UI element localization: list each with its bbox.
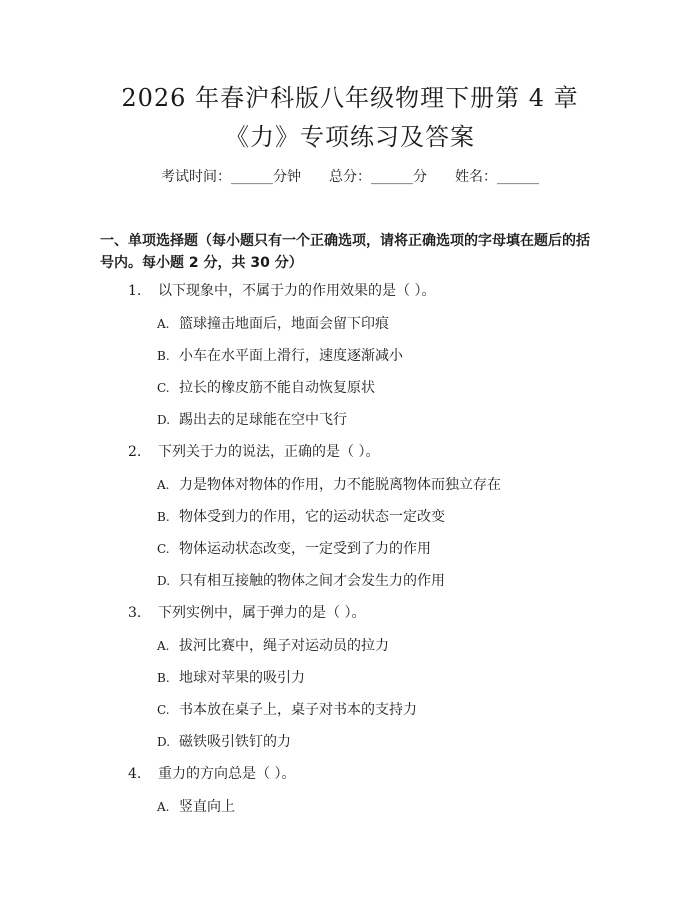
option-letter: B. — [157, 349, 170, 363]
question-number: 1. — [128, 283, 142, 299]
question-number: 4. — [128, 766, 142, 782]
section-heading-single-choice: 一、单项选择题（每小题只有一个正确选项，请将正确选项的字母填在题后的括号内。每小题 2 分，共 30 分） — [100, 233, 590, 271]
option-text: 磁铁吸引铁钉的力 — [179, 734, 291, 750]
document-title-line-1: 2026 年春沪科版八年级物理下册第 4 章 — [121, 84, 579, 112]
question-number: 3. — [128, 605, 142, 621]
question-3-option-b — [157, 668, 305, 688]
option-letter: C. — [157, 542, 170, 556]
option-letter: C. — [157, 381, 170, 395]
option-letter: A. — [157, 317, 170, 331]
option-text: 物体受到力的作用，它的运动状态一定改变 — [179, 509, 445, 525]
question-1-option-d — [157, 410, 347, 430]
question-4-option-a — [157, 797, 235, 817]
question-text: 重力的方向总是（ ）。 — [158, 766, 296, 782]
question-3-option-a — [157, 636, 389, 656]
option-letter: D. — [157, 735, 171, 749]
option-letter: A. — [157, 639, 170, 653]
exam-info — [0, 167, 700, 187]
option-text: 物体运动状态改变，一定受到了力的作用 — [179, 541, 431, 557]
option-text: 篮球撞击地面后，地面会留下印痕 — [179, 316, 389, 332]
option-letter: C. — [157, 703, 170, 717]
question-1-option-c — [157, 378, 375, 398]
question-2 — [128, 442, 379, 462]
option-text: 小车在水平面上滑行，速度逐渐减小 — [179, 348, 403, 364]
question-4 — [128, 764, 295, 784]
question-1 — [128, 281, 435, 301]
option-letter: D. — [157, 413, 171, 427]
option-text: 力是物体对物体的作用，力不能脱离物体而独立存在 — [179, 477, 501, 493]
question-number: 2. — [128, 444, 142, 460]
document-title-line-2: 《力》专项练习及答案 — [225, 123, 475, 151]
question-2-option-b — [157, 507, 445, 527]
question-1-option-b — [157, 346, 403, 366]
option-letter: A. — [157, 800, 170, 814]
option-text: 踢出去的足球能在空中飞行 — [179, 412, 347, 428]
option-letter: B. — [157, 510, 170, 524]
question-text: 下列关于力的说法，正确的是（ ）。 — [158, 444, 380, 460]
exam-name: 姓名：______ — [455, 169, 539, 185]
question-text: 下列实例中，属于弹力的是（ ）。 — [158, 605, 366, 621]
option-text: 拔河比赛中，绳子对运动员的拉力 — [179, 638, 389, 654]
option-text: 书本放在桌子上，桌子对书本的支持力 — [179, 702, 417, 718]
question-1-option-a — [157, 314, 389, 334]
question-2-option-c — [157, 539, 431, 559]
question-3-option-d — [157, 732, 291, 752]
option-text: 地球对苹果的吸引力 — [179, 670, 305, 686]
exam-time: 考试时间：______分钟 — [161, 169, 301, 185]
option-text: 拉长的橡皮筋不能自动恢复原状 — [179, 380, 375, 396]
question-3-option-c — [157, 700, 417, 720]
option-letter: A. — [157, 478, 170, 492]
question-2-option-a — [157, 475, 501, 495]
option-text: 竖直向上 — [179, 799, 235, 815]
question-2-option-d — [157, 571, 445, 591]
option-text: 只有相互接触的物体之间才会发生力的作用 — [179, 573, 445, 589]
exam-score: 总分：______分 — [329, 169, 427, 185]
question-3 — [128, 603, 365, 623]
question-text: 以下现象中，不属于力的作用效果的是（ ）。 — [158, 283, 436, 299]
option-letter: D. — [157, 574, 171, 588]
option-letter: B. — [157, 671, 170, 685]
